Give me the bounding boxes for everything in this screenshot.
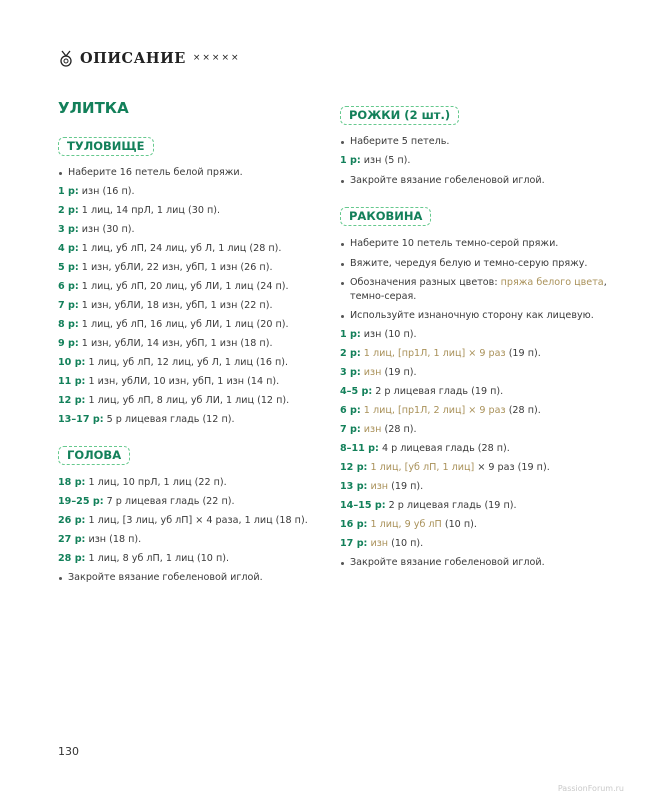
row-line: 13 р: изн (19 п). xyxy=(340,481,424,492)
section-header xyxy=(58,49,241,67)
list-item: Обозначения разных цветов: пряжа белого цвета, xyxy=(340,277,607,289)
row-line: 13–17 р: 5 р лицевая гладь (12 п). xyxy=(58,414,235,425)
row-line: 16 р: 1 лиц, 9 уб лП (10 п). xyxy=(340,519,477,530)
row-line: 6 р: 1 лиц, уб лП, 20 лиц, уб ЛИ, 1 лиц (24 п). xyxy=(58,281,289,292)
row-line: 8–11 р: 4 р лицевая гладь (28 п). xyxy=(340,443,510,454)
row-line: 2 р: 1 лиц, 14 прЛ, 1 лиц (30 п). xyxy=(58,205,221,216)
list-item: Закройте вязание гобеленовой иглой. xyxy=(340,175,545,187)
row-line: 1 р: изн (5 п). xyxy=(340,155,411,166)
section-title: ОПИСАНИЕ xyxy=(80,49,186,67)
list-item: Используйте изнаночную сторону как лицевую. xyxy=(340,310,594,322)
row-line: 7 р: изн (28 п). xyxy=(340,424,417,435)
list-item: Наберите 5 петель. xyxy=(340,136,449,148)
row-line: 14–15 р: 2 р лицевая гладь (19 п). xyxy=(340,500,517,511)
row-line: 2 р: 1 лиц, [пр1Л, 1 лиц] × 9 раз (19 п). xyxy=(340,348,541,359)
list-item: Вяжите, чередуя белую и темно-серую пряжу. xyxy=(340,258,587,270)
pattern-title: УЛИТКА xyxy=(58,99,129,117)
row-line: 11 р: 1 изн, убЛИ, 10 изн, убП, 1 изн (14 п). xyxy=(58,376,280,387)
row-line: 8 р: 1 лиц, уб лП, 16 лиц, уб ЛИ, 1 лиц (20 п). xyxy=(58,319,289,330)
row-line: 4–5 р: 2 р лицевая гладь (19 п). xyxy=(340,386,504,397)
row-line: 5 р: 1 изн, убЛИ, 22 изн, убП, 1 изн (26 п). xyxy=(58,262,273,273)
row-line: 12 р: 1 лиц, уб лП, 8 лиц, уб ЛИ, 1 лиц (12 п). xyxy=(58,395,290,406)
list-item: Закройте вязание гобеленовой иглой. xyxy=(340,557,545,569)
title-stars: ××××× xyxy=(192,53,241,63)
row-line: 9 р: 1 изн, убЛИ, 14 изн, убП, 1 изн (18 п). xyxy=(58,338,273,349)
row-line: 26 р: 1 лиц, [3 лиц, уб лП] × 4 раза, 1 лиц (18 п). xyxy=(58,515,308,526)
list-item: Наберите 10 петель темно-серой пряжи. xyxy=(340,238,558,250)
list-item: Закройте вязание гобеленовой иглой. xyxy=(58,572,263,584)
row-line: 1 р: изн (10 п). xyxy=(340,329,417,340)
badge-shell: РАКОВИНА xyxy=(340,207,431,226)
badge-horns: РОЖКИ (2 шт.) xyxy=(340,106,459,125)
row-line: 3 р: изн (19 п). xyxy=(340,367,417,378)
list-item-continuation: темно-серая. xyxy=(350,291,417,302)
row-line: 4 р: 1 лиц, уб лП, 24 лиц, уб Л, 1 лиц (28 п). xyxy=(58,243,282,254)
row-line: 12 р: 1 лиц, [уб лП, 1 лиц] × 9 раз (19 п). xyxy=(340,462,550,473)
row-line: 10 р: 1 лиц, уб лП, 12 лиц, уб Л, 1 лиц (16 п). xyxy=(58,357,289,368)
yarn-ball-icon xyxy=(58,49,74,67)
list-item: Наберите 16 петель белой пряжи. xyxy=(58,167,243,179)
row-line: 18 р: 1 лиц, 10 прЛ, 1 лиц (22 п). xyxy=(58,477,227,488)
row-line: 7 р: 1 изн, убЛИ, 18 изн, убП, 1 изн (22 п). xyxy=(58,300,273,311)
row-line: 6 р: 1 лиц, [пр1Л, 2 лиц] × 9 раз (28 п). xyxy=(340,405,541,416)
row-line: 19–25 р: 7 р лицевая гладь (22 п). xyxy=(58,496,235,507)
badge-head: ГОЛОВА xyxy=(58,446,130,465)
row-line: 27 р: изн (18 п). xyxy=(58,534,142,545)
row-line: 3 р: изн (30 п). xyxy=(58,224,135,235)
badge-body: ТУЛОВИЩЕ xyxy=(58,137,154,156)
page-number: 130 xyxy=(58,745,79,758)
row-line: 1 р: изн (16 п). xyxy=(58,186,135,197)
row-line: 17 р: изн (10 п). xyxy=(340,538,424,549)
watermark: PassionForum.ru xyxy=(557,784,624,793)
row-line: 28 р: 1 лиц, 8 уб лП, 1 лиц (10 п). xyxy=(58,553,230,564)
